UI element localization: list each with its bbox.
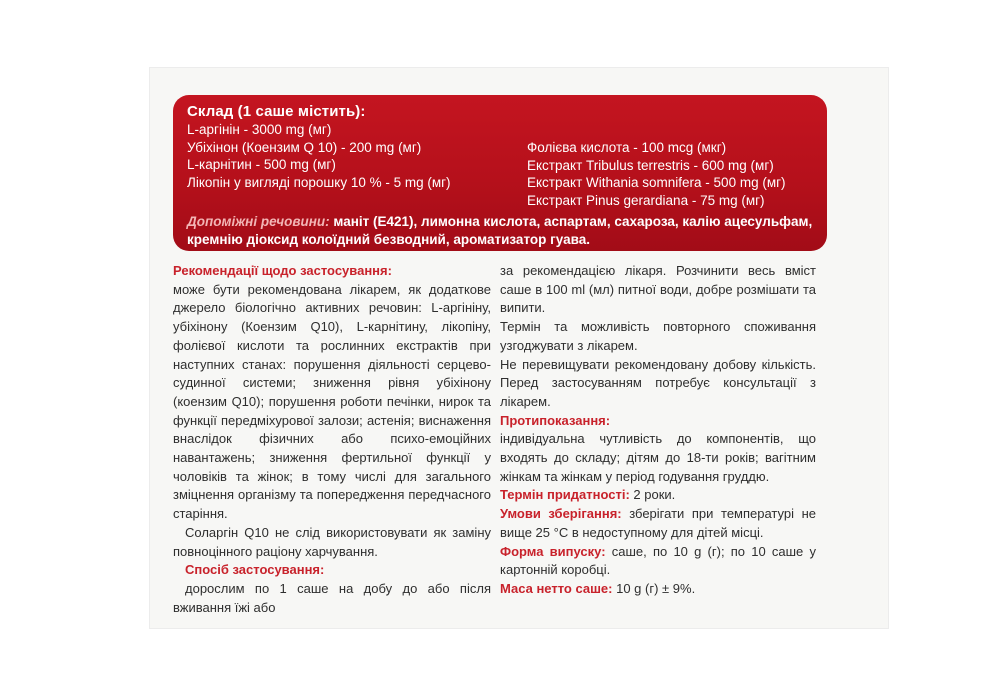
dosage-warning: Не перевищувати рекомендовану добову кількість. Перед застосуванням потребує консультації з лікарем. [500,356,816,409]
right-column [500,262,816,599]
composition-panel [173,95,827,251]
net-mass-label: Маса нетто саше: [500,580,613,596]
composition-columns [187,121,813,209]
excipients-text: маніт (Е421), лимонна кислота, аспартам, сахароза, калію ацесульфам, кремнію діоксид колоїдний безводний, ароматизатор гуава. [187,214,813,247]
composition-title: Склад (1 саше містить): [187,103,366,120]
shelf-life-label: Термін придатності: [500,487,630,503]
usage-text: може бути рекомендована лікарем, як додаткове джерело біологічно активних речовин: L-аргініну, убіхінону (Коензим Q10), L-карнітину, лікопіну, фолієвої кислоти та рослинних екстрактів при наступних станах: порушення діяльності серцево-судинної системи; зниження рівня убіхінону (коензим Q10); порушення роботи печінки, нирок та функції передміхурової залози; астенія; виснаження внаслідок фізичних або психо-емоційних навантажень; зниження фертильної функції у чоловіків та жінок; в тому числі для загального зміцнення організму та попередження передчасного старіння. [173,281,491,522]
method-continuation: за рекомендацією лікаря. Розчинити весь вміст саше в 100 ml (мл) питної води, добре розмішати та випити. [500,263,816,316]
storage-label: Умови зберігання: [500,506,622,522]
composition-item: Екстракт Withania somnifera - 500 mg (мг) [527,175,786,190]
composition-left-list [187,121,517,209]
storage-value: зберігати при температурі не вище 25 °С в недоступному для дітей місці. [500,506,816,540]
contraindications-heading: Протипоказання: [500,412,611,428]
contraindications-text: індивідуальна чутливість до компонентів, що входять до складу; дітям до 18-ти років; вагітним жінкам та жінкам у період годування груддю. [500,431,816,484]
excipients-label: Допоміжні речовини: [187,214,330,229]
net-mass-value: 10 g (г) ± 9%. [612,580,696,596]
release-form [500,543,816,580]
release-form-value: саше, по 10 g (г); по 10 саше у картонній коробці. [500,543,816,578]
excipients [187,213,813,248]
net-mass [500,580,816,599]
composition-item: Екстракт Tribulus terrestris - 600 mg (мг) [527,157,774,173]
composition-right-list [517,121,786,209]
composition-item: Лікопін у вигляді порошку 10 % - 5 mg (мг) [187,174,451,190]
composition-item: Фолієва кислота - 100 mcg (мкг) [527,140,727,155]
shelf-life [500,486,816,505]
left-column [173,262,491,617]
usage-heading: Рекомендації щодо застосування: [173,263,392,278]
composition-item: L-аргінін - 3000 mg (мг) [187,122,332,137]
storage [500,505,816,542]
composition-item: L-карнітин - 500 mg (мг) [187,157,336,172]
usage-warning: Соларгін Q10 не слід використовувати як заміну повноцінного раціону харчування. [173,524,491,559]
method-text: дорослим по 1 саше на добу до або після вживання їжі або [173,580,491,615]
release-form-label: Форма випуску: [500,543,606,559]
method-heading: Спосіб застосування: [185,562,325,578]
composition-item: Екстракт Pinus gerardiana - 75 mg (мг) [527,192,765,208]
shelf-life-value: 2 роки. [629,487,676,503]
composition-item: Убіхінон (Коензим Q 10) - 200 mg (мг) [187,139,422,155]
repeat-use-note: Термін та можливість повторного споживання узгоджувати з лікарем. [500,319,816,353]
